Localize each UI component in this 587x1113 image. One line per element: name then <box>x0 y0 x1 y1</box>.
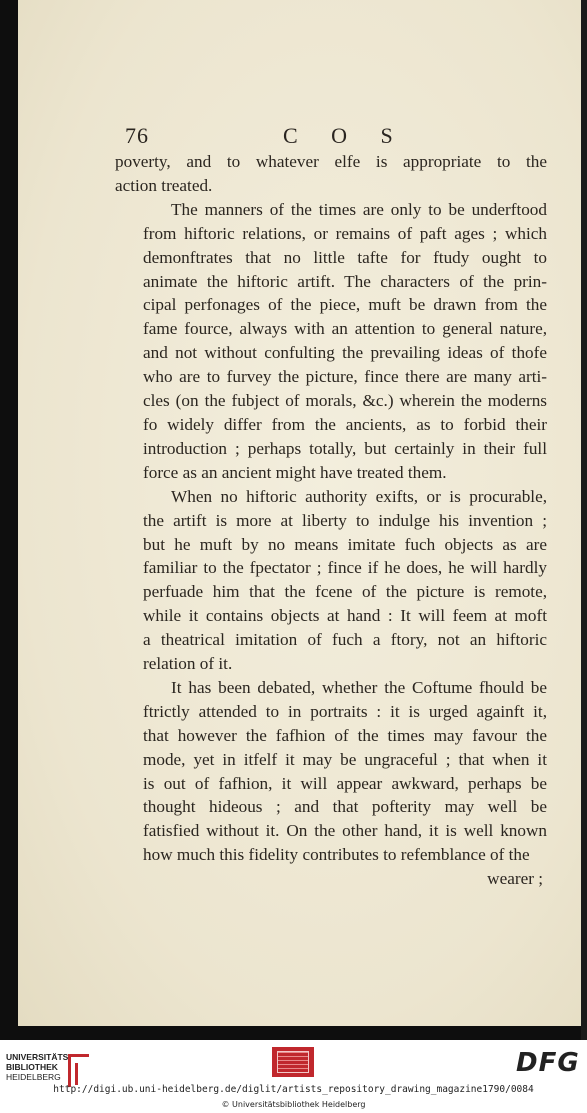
body-text <box>115 150 547 891</box>
text-line: introduction ; perhaps totally, but certainly in their full <box>143 438 547 458</box>
text-line: When no hiftoric authority exifts, or is procurable, <box>171 486 547 506</box>
text-line: demonftrates that no little tafte for ftudy ought to <box>143 247 547 267</box>
text-line: who are to furvey the picture, fince there are many arti- <box>143 367 547 387</box>
text-line: poverty, and to whatever elfe is appropriate to the <box>115 152 547 171</box>
text-line: fo widely differ from the ancients, as to forbid their <box>143 414 547 434</box>
permalink-url[interactable]: http://digi.ub.uni-heidelberg.de/diglit/artists_repository_drawing_magazine1790/0084 <box>53 1084 534 1095</box>
dfg-logo[interactable]: DFG <box>516 1048 580 1078</box>
text-line: force as an ancient might have treated them. <box>143 462 447 482</box>
text-line: and not without confulting the prevailing ideas of thofe <box>143 343 547 363</box>
text-line: thought hideous ; and that pofterity may well be <box>143 797 547 817</box>
footer <box>0 1040 587 1113</box>
text-line: from hiftoric relations, or remains of paft ages ; which <box>143 223 547 243</box>
text-line: mode, yet in itfelf it may be ungraceful ; that when it <box>143 749 547 769</box>
text-line: while it contains objects at hand : It will feem at moft <box>143 606 547 626</box>
text-line: fatisfied without it. On the other hand, it is well known <box>143 821 547 841</box>
library-name-line2: BIBLIOTHEK <box>6 1062 58 1072</box>
text-line: perfuade him that the fcene of the picture is remote, <box>143 582 547 602</box>
text-line: ftrictly attended to in portraits : it is urged againft it, <box>143 701 547 721</box>
page-header <box>113 119 543 149</box>
running-head: C O S <box>283 123 407 148</box>
page-edge <box>581 0 587 1040</box>
text-line: the artift is more at liberty to indulge his invention ; <box>143 510 547 530</box>
text-line: but he muft by no means imitate fuch objects as are <box>143 534 547 554</box>
text-line: a theatrical imitation of fuch a ftory, not an hiftoric <box>143 630 547 650</box>
text-line: how much this fidelity contributes to refemblance of the <box>143 845 530 865</box>
copyright-notice: © Universitätsbibliothek Heidelberg <box>221 1100 366 1109</box>
library-crest-icon <box>68 1054 89 1087</box>
text-line: action treated. <box>115 175 213 195</box>
library-name-line3: HEIDELBERG <box>6 1072 61 1082</box>
text-line: The manners of the times are only to be underftood <box>171 199 547 219</box>
paragraph <box>115 676 547 867</box>
text-line: animate the hiftoric artift. The characters of the prin- <box>143 271 547 291</box>
text-line: that however the fafhion of the times may favour the <box>143 725 547 745</box>
text-line: It has been debated, whether the Coftume fhould be <box>171 677 547 697</box>
digital-collection-logo-icon[interactable] <box>272 1047 314 1077</box>
paragraph <box>115 198 547 485</box>
text-line: fame fource, always with an attention to general nature, <box>143 319 547 339</box>
text-line: relation of it. <box>143 654 233 674</box>
text-line: familiar to the fpectator ; fince if he does, he will hardly <box>143 558 547 578</box>
text-line: is out of fafhion, it will appear awkward, perhaps be <box>143 773 547 793</box>
catchword: wearer ; <box>487 869 543 889</box>
paragraph <box>115 150 547 198</box>
paragraph <box>115 485 547 676</box>
page-number: 76 <box>125 123 149 148</box>
library-name-line1: UNIVERSITÄTS- <box>6 1052 72 1062</box>
text-line: cipal perfonages of the piece, muft be drawn from the <box>143 295 547 315</box>
text-line: cles (on the fubject of morals, &c.) wherein the moderns <box>143 391 547 411</box>
